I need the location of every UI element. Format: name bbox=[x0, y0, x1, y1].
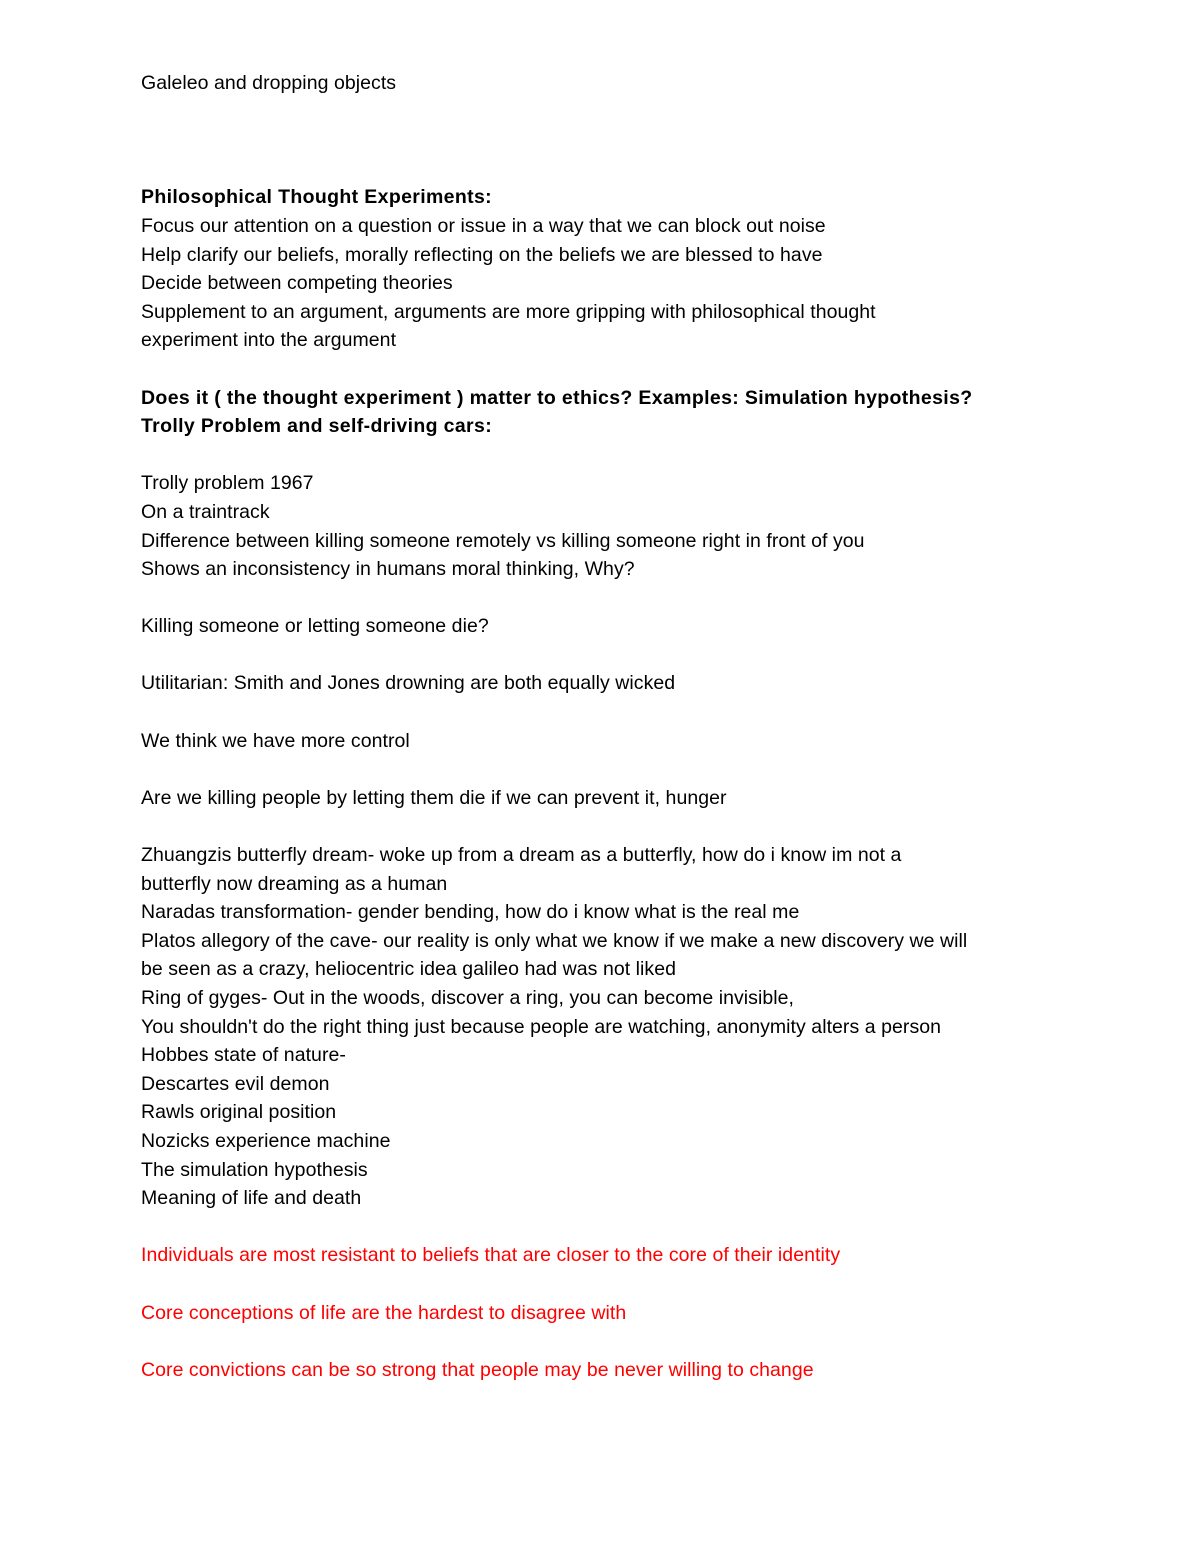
list-item: Decide between competing theories bbox=[141, 272, 453, 295]
paragraph-utilitarian: Utilitarian: Smith and Jones drowning are both equally wicked bbox=[141, 672, 676, 695]
spacer bbox=[141, 355, 1071, 384]
paragraph-killing: Killing someone or letting someone die? bbox=[141, 615, 489, 638]
spacer bbox=[141, 1327, 1071, 1356]
section-heading-ethics: Does it ( the thought experiment ) matter to ethics? Examples: Simulation hypothesis? bbox=[141, 386, 973, 409]
list-item: On a traintrack bbox=[141, 500, 270, 523]
list-item: be seen as a crazy, heliocentric idea galileo had was not liked bbox=[141, 958, 677, 981]
highlight-line: Core convictions can be so strong that people may be never willing to change bbox=[141, 1358, 814, 1381]
list-item: Naradas transformation- gender bending, how do i know what is the real me bbox=[141, 901, 800, 924]
spacer bbox=[141, 1213, 1071, 1242]
spacer bbox=[141, 98, 1071, 184]
document-title: Galeleo and dropping objects bbox=[141, 72, 397, 94]
paragraph-hunger: Are we killing people by letting them die if we can prevent it, hunger bbox=[141, 786, 727, 809]
list-item: Supplement to an argument, arguments are more gripping with philosophical thought bbox=[141, 300, 876, 323]
spacer bbox=[141, 584, 1071, 613]
list-item: Nozicks experience machine bbox=[141, 1129, 391, 1152]
list-item: Help clarify our beliefs, morally reflecting on the beliefs we are blessed to have bbox=[141, 243, 823, 266]
list-item: You shouldn't do the right thing just because people are watching, anonymity alters a person bbox=[141, 1015, 942, 1038]
spacer bbox=[141, 755, 1071, 784]
list-item: Shows an inconsistency in humans moral thinking, Why? bbox=[141, 558, 635, 581]
list-item: Focus our attention on a question or issue in a way that we can block out noise bbox=[141, 214, 826, 237]
spacer bbox=[141, 1270, 1071, 1299]
list-item: The simulation hypothesis bbox=[141, 1158, 368, 1181]
list-item: Platos allegory of the cave- our reality is only what we know if we make a new discovery we will bbox=[141, 929, 968, 952]
list-item: Meaning of life and death bbox=[141, 1187, 362, 1210]
list-item: Hobbes state of nature- bbox=[141, 1044, 346, 1067]
highlight-line: Individuals are most resistant to beliefs that are closer to the core of their identity bbox=[141, 1244, 841, 1267]
section-heading-thought-experiments: Philosophical Thought Experiments: bbox=[141, 186, 493, 209]
list-item: Trolly problem 1967 bbox=[141, 472, 314, 495]
list-item: Zhuangzis butterfly dream- woke up from a dream as a butterfly, how do i know im not a bbox=[141, 844, 902, 867]
spacer bbox=[141, 698, 1071, 727]
spacer bbox=[141, 441, 1071, 470]
list-item: butterfly now dreaming as a human bbox=[141, 872, 448, 895]
list-item: experiment into the argument bbox=[141, 329, 397, 352]
spacer bbox=[141, 812, 1071, 841]
section-heading-ethics-cont: Trolly Problem and self-driving cars: bbox=[141, 415, 493, 438]
list-item: Ring of gyges- Out in the woods, discover a ring, you can become invisible, bbox=[141, 987, 795, 1010]
spacer bbox=[141, 641, 1071, 670]
document-body bbox=[141, 69, 1071, 1384]
highlight-line: Core conceptions of life are the hardest to disagree with bbox=[141, 1301, 627, 1324]
list-item: Descartes evil demon bbox=[141, 1072, 330, 1095]
list-item: Rawls original position bbox=[141, 1101, 337, 1124]
paragraph-control: We think we have more control bbox=[141, 729, 410, 752]
list-item: Difference between killing someone remotely vs killing someone right in front of you bbox=[141, 529, 865, 552]
